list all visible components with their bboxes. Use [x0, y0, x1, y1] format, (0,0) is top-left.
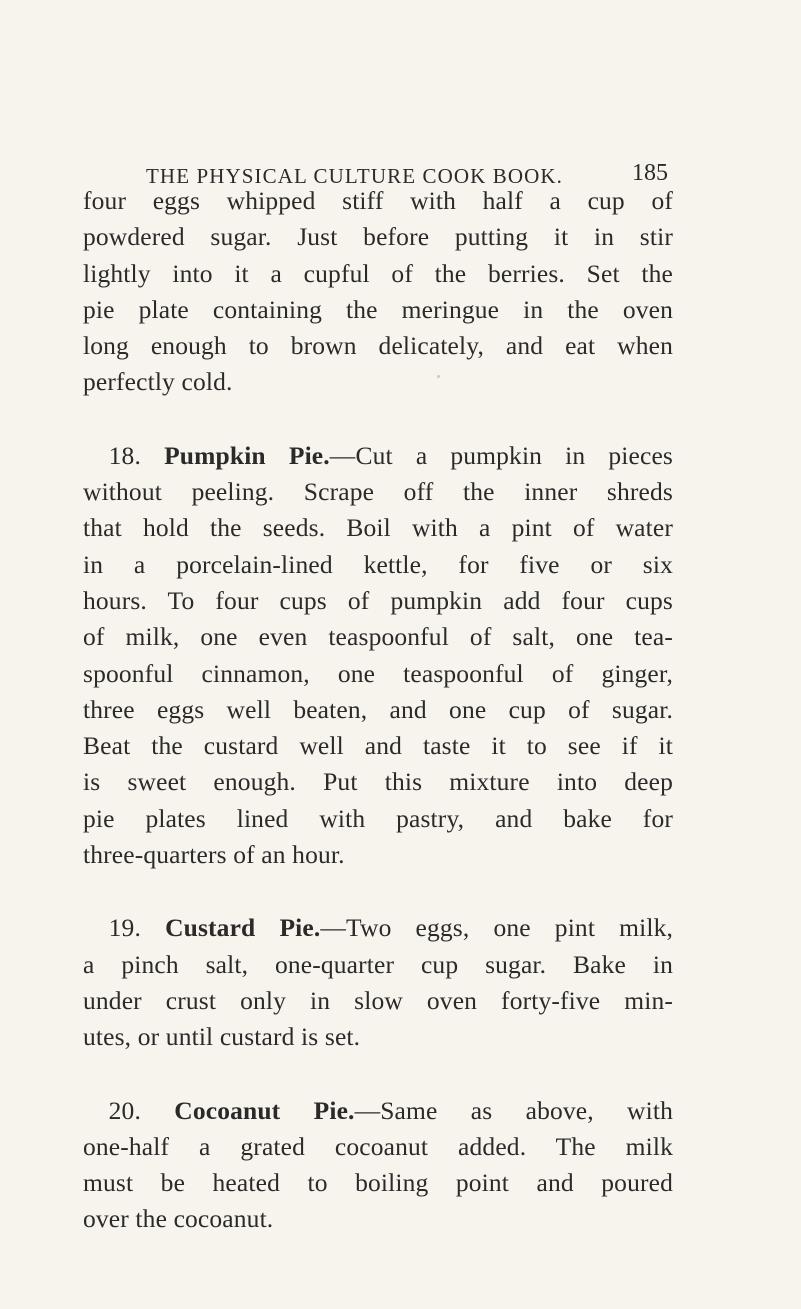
- recipe-first-line-text: —Cut a pumpkin in pieces: [329, 440, 673, 470]
- page-number: 185: [632, 160, 668, 186]
- recipe-heading: Custard Pie.: [165, 913, 321, 943]
- text-line: four eggs whipped stiff with half a cup of: [83, 186, 673, 215]
- recipe-cocoanut-pie: [83, 1093, 673, 1238]
- paragraph-gap: [83, 873, 673, 910]
- text-line: a pinch salt, one-quarter cup sugar. Bake in: [83, 949, 673, 979]
- recipe-heading: Pumpkin Pie.: [164, 440, 330, 470]
- recipe-custard-pie: [83, 910, 673, 1055]
- paragraph-continued: [83, 183, 673, 401]
- text-line: of milk, one even teaspoonful of salt, one tea-: [83, 622, 673, 652]
- text-line: Beat the custard well and taste it to see if it: [83, 731, 673, 761]
- text-line: powdered sugar. Just before putting it in stir: [83, 222, 673, 252]
- recipe-first-line-text: —Two eggs, one pint milk,: [320, 913, 674, 943]
- text-line: lightly into it a cupful of the berries. Set the: [83, 258, 673, 288]
- text-line: utes, or until custard is set.: [83, 1022, 361, 1052]
- paragraph-gap: [83, 1056, 673, 1093]
- recipe-first-line-text: —Same as above, with: [354, 1095, 673, 1125]
- text-line: pie plates lined with pastry, and bake for: [83, 803, 673, 833]
- running-title: THE PHYSICAL CULTURE COOK BOOK.: [146, 164, 563, 188]
- text-line: three-quarters of an hour.: [83, 840, 345, 870]
- text-line: that hold the seeds. Boil with a pint of water: [83, 513, 673, 543]
- text-line: pie plate containing the meringue in the oven: [83, 294, 673, 324]
- recipe-number: 19.: [108, 913, 141, 943]
- text-line: under crust only in slow oven forty-five min-: [83, 985, 673, 1015]
- recipe-number: 20.: [108, 1095, 141, 1125]
- text-line: over the cocoanut.: [83, 1204, 274, 1234]
- recipe-number: 18.: [108, 440, 141, 470]
- text-line: long enough to brown delicately, and eat when: [83, 331, 673, 361]
- text-line: three eggs well beaten, and one cup of sugar.: [83, 694, 673, 724]
- text-line: one-half a grated cocoanut added. The milk: [83, 1131, 673, 1161]
- text-line: hours. To four cups of pumpkin add four cups: [83, 585, 673, 615]
- recipe-first-line: [83, 1093, 673, 1129]
- text-line: without peeling. Scrape off the inner shreds: [83, 477, 673, 507]
- recipe-pumpkin-pie: [83, 438, 673, 874]
- text-line: must be heated to boiling point and poured: [83, 1168, 673, 1198]
- text-line: perfectly cold.: [83, 367, 233, 397]
- paragraph-gap: [83, 401, 673, 438]
- text-line: is sweet enough. Put this mixture into deep: [83, 767, 673, 797]
- recipe-first-line: [83, 438, 673, 474]
- text-line: spoonful cinnamon, one teaspoonful of ginger,: [83, 658, 673, 688]
- text-line: in a porcelain-lined kettle, for five or six: [83, 549, 673, 579]
- recipe-first-line: [83, 910, 673, 946]
- recipe-heading: Cocoanut Pie.: [174, 1095, 355, 1125]
- body-text: [83, 183, 673, 1238]
